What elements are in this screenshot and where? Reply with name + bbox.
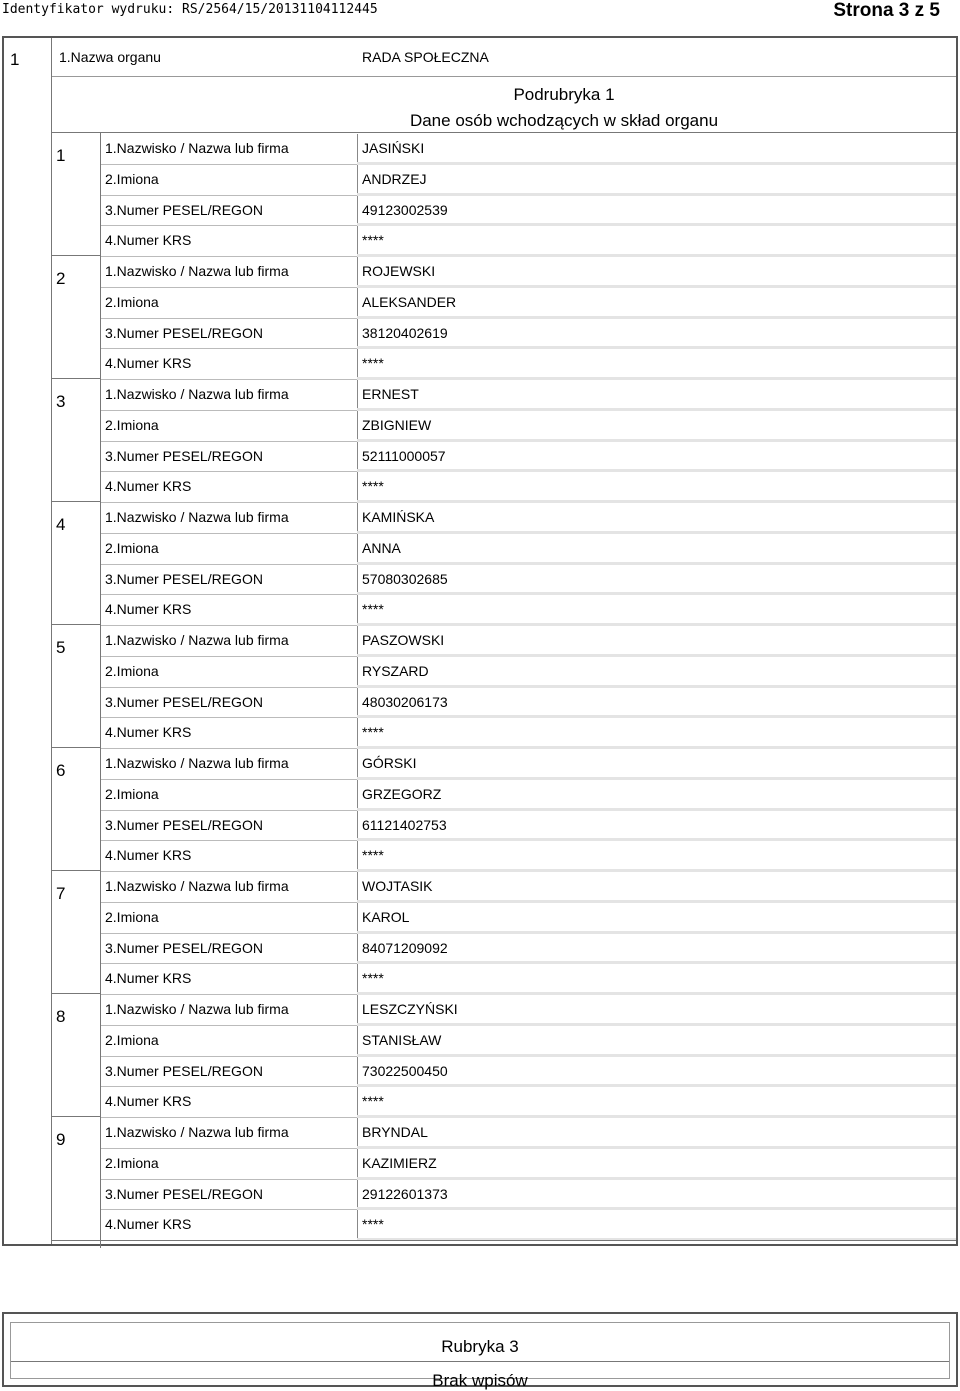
field-value: 29122601373 [362,1185,448,1202]
divider [357,226,358,256]
divider [357,319,358,349]
field-value: **** [362,724,384,741]
field-value: LESZCZYŃSKI [362,1001,458,1017]
field-label: 2.Imiona [105,785,159,802]
field-label: 3.Numer PESEL/REGON [105,693,263,710]
field-value: PASZOWSKI [362,632,445,648]
field-row-pesel [101,565,956,596]
field-row-surname [101,626,956,657]
field-label: 4.Numer KRS [105,1093,192,1110]
divider [52,1116,101,1117]
person-number: 9 [56,1130,66,1149]
field-row-surname [101,503,956,534]
divider [52,76,956,77]
divider [52,747,101,748]
field-label: 2.Imiona [105,293,159,310]
field-value: KAZIMIERZ [362,1154,437,1171]
field-row-krs [101,349,956,380]
field-value: **** [362,1216,384,1233]
field-value: **** [362,970,384,987]
field-value: **** [362,355,384,372]
person-number: 2 [56,269,66,288]
divider [357,903,358,933]
divider [11,1361,949,1362]
divider [357,749,358,779]
field-label: 2.Imiona [105,1154,159,1171]
divider [357,964,358,994]
divider [357,134,358,164]
field-row-krs [101,1087,956,1118]
field-value: ROJEWSKI [362,263,436,279]
field-value: ERNEST [362,386,419,402]
field-label: 4.Numer KRS [105,355,192,372]
field-label: 1.Nazwisko / Nazwa lub firma [105,386,289,402]
person-number: 6 [56,761,66,780]
field-row-names [101,903,956,934]
field-row-pesel [101,1180,956,1211]
field-label: 1.Nazwisko / Nazwa lub firma [105,632,289,648]
field-row-names [101,780,956,811]
field-row-names [101,534,956,565]
footer-inner [10,1322,950,1390]
divider [357,1087,358,1117]
organ-label: 1.Nazwa organu [59,49,161,65]
field-label: 2.Imiona [105,539,159,556]
person-number: 1 [56,146,66,165]
field-label: 2.Imiona [105,662,159,679]
field-value: KAMIŃSKA [362,509,435,525]
person-number: 8 [56,1007,66,1026]
field-value: **** [362,601,384,618]
field-value: 57080302685 [362,570,448,587]
field-row-krs [101,1210,956,1241]
field-row-krs [101,226,956,257]
field-label: 4.Numer KRS [105,478,192,495]
divider [52,993,101,994]
field-value: **** [362,478,384,495]
field-row-names [101,657,956,688]
divider [52,870,101,871]
section-footer-box [2,1312,958,1390]
person-number: 5 [56,638,66,657]
divider [357,934,358,964]
field-label: 2.Imiona [105,416,159,433]
subsection-title: Podrubryka 1 [513,85,615,104]
divider [357,257,358,287]
field-value: **** [362,232,384,249]
field-value: GÓRSKI [362,755,417,771]
field-value: **** [362,847,384,864]
divider [357,595,358,625]
field-label: 4.Numer KRS [105,724,192,741]
section-box [2,36,958,1246]
field-value: 73022500450 [362,1062,448,1079]
field-label: 3.Numer PESEL/REGON [105,447,263,464]
footer-title: Rubryka 3 [441,1337,519,1356]
divider [357,503,358,533]
field-row-krs [101,472,956,503]
field-label: 3.Numer PESEL/REGON [105,1062,263,1079]
field-label: 3.Numer PESEL/REGON [105,570,263,587]
field-value: **** [362,1093,384,1110]
divider [357,657,358,687]
field-value: 38120402619 [362,324,448,341]
divider [357,165,358,195]
field-value: 84071209092 [362,939,448,956]
divider [357,841,358,871]
subsection-heading [52,82,956,134]
field-label: 1.Nazwisko / Nazwa lub firma [105,1124,289,1140]
field-row-pesel [101,442,956,473]
field-label: 2.Imiona [105,908,159,925]
field-row-pesel [101,196,956,227]
divider [52,132,956,133]
field-value: ANNA [362,539,401,556]
divider [357,718,358,748]
field-row-surname [101,257,956,288]
field-row-surname [101,872,956,903]
field-label: 1.Nazwisko / Nazwa lub firma [105,755,289,771]
field-value: 61121402753 [362,816,447,833]
field-value: 48030206173 [362,693,448,710]
footer-text: Brak wpisów [432,1371,528,1390]
field-row-pesel [101,1057,956,1088]
field-value: ANDRZEJ [362,170,427,187]
divider [357,1118,358,1148]
field-label: 1.Nazwisko / Nazwa lub firma [105,878,289,894]
person-number-column [52,132,101,1248]
field-label: 2.Imiona [105,1031,159,1048]
field-value: ALEKSANDER [362,293,457,310]
field-row-surname [101,134,956,165]
field-value: BRYNDAL [362,1124,428,1140]
field-value: KAROL [362,908,410,925]
field-row-names [101,1026,956,1057]
divider [357,534,358,564]
field-row-krs [101,595,956,626]
field-row-surname [101,1118,956,1149]
field-label: 4.Numer KRS [105,232,192,249]
field-row-pesel [101,934,956,965]
field-row-surname [101,380,956,411]
field-label: 4.Numer KRS [105,601,192,618]
field-label: 4.Numer KRS [105,847,192,864]
divider [357,1149,358,1179]
field-value: RYSZARD [362,662,429,679]
field-row-krs [101,964,956,995]
field-row-names [101,1149,956,1180]
field-row-surname [101,995,956,1026]
field-value: ZBIGNIEW [362,416,432,433]
field-label: 3.Numer PESEL/REGON [105,201,263,218]
field-label: 2.Imiona [105,170,159,187]
field-row-names [101,411,956,442]
field-value: JASIŃSKI [362,140,425,156]
field-label: 1.Nazwisko / Nazwa lub firma [105,509,289,525]
field-row-pesel [101,811,956,842]
divider [357,565,358,595]
divider [357,349,358,379]
divider [357,442,358,472]
field-value: STANISŁAW [362,1031,442,1048]
person-number: 3 [56,392,66,411]
divider [357,1026,358,1056]
field-row-krs [101,841,956,872]
field-label: 1.Nazwisko / Nazwa lub firma [105,1001,289,1017]
print-identifier: Identyfikator wydruku: RS/2564/15/20131104112445 [2,2,378,17]
divider [52,255,101,256]
divider [357,626,358,656]
field-value: WOJTASIK [362,878,433,894]
section-number-column [4,38,52,1244]
divider [357,472,358,502]
divider [357,380,358,410]
divider [357,688,358,718]
field-label: 4.Numer KRS [105,1216,192,1233]
person-number: 4 [56,515,66,534]
divider [52,501,101,502]
subsection-subtitle: Dane osób wchodzących w skład organu [409,111,719,130]
divider [52,624,101,625]
divider [357,1210,358,1240]
field-row-krs [101,718,956,749]
divider [357,872,358,902]
field-value: GRZEGORZ [362,785,442,802]
divider [52,378,101,379]
field-label: 4.Numer KRS [105,970,192,987]
divider [357,1057,358,1087]
divider [357,1180,358,1210]
divider [357,196,358,226]
field-label: 1.Nazwisko / Nazwa lub firma [105,140,289,156]
field-label: 3.Numer PESEL/REGON [105,816,263,833]
divider [52,1240,956,1241]
person-number: 7 [56,884,66,903]
divider [357,288,358,318]
divider [357,780,358,810]
divider [357,811,358,841]
page-number: Strona 3 z 5 [833,0,940,21]
section-number: 1 [10,50,20,69]
field-label: 1.Nazwisko / Nazwa lub firma [105,263,289,279]
field-value: 52111000057 [362,447,446,464]
organ-value: RADA SPOŁECZNA [362,49,489,65]
field-label: 3.Numer PESEL/REGON [105,939,263,956]
divider [357,995,358,1025]
field-row-pesel [101,688,956,719]
field-value: 49123002539 [362,201,448,218]
field-label: 3.Numer PESEL/REGON [105,324,263,341]
field-row-surname [101,749,956,780]
field-row-pesel [101,319,956,350]
field-row-names [101,288,956,319]
divider [357,411,358,441]
field-label: 3.Numer PESEL/REGON [105,1185,263,1202]
field-row-names [101,165,956,196]
